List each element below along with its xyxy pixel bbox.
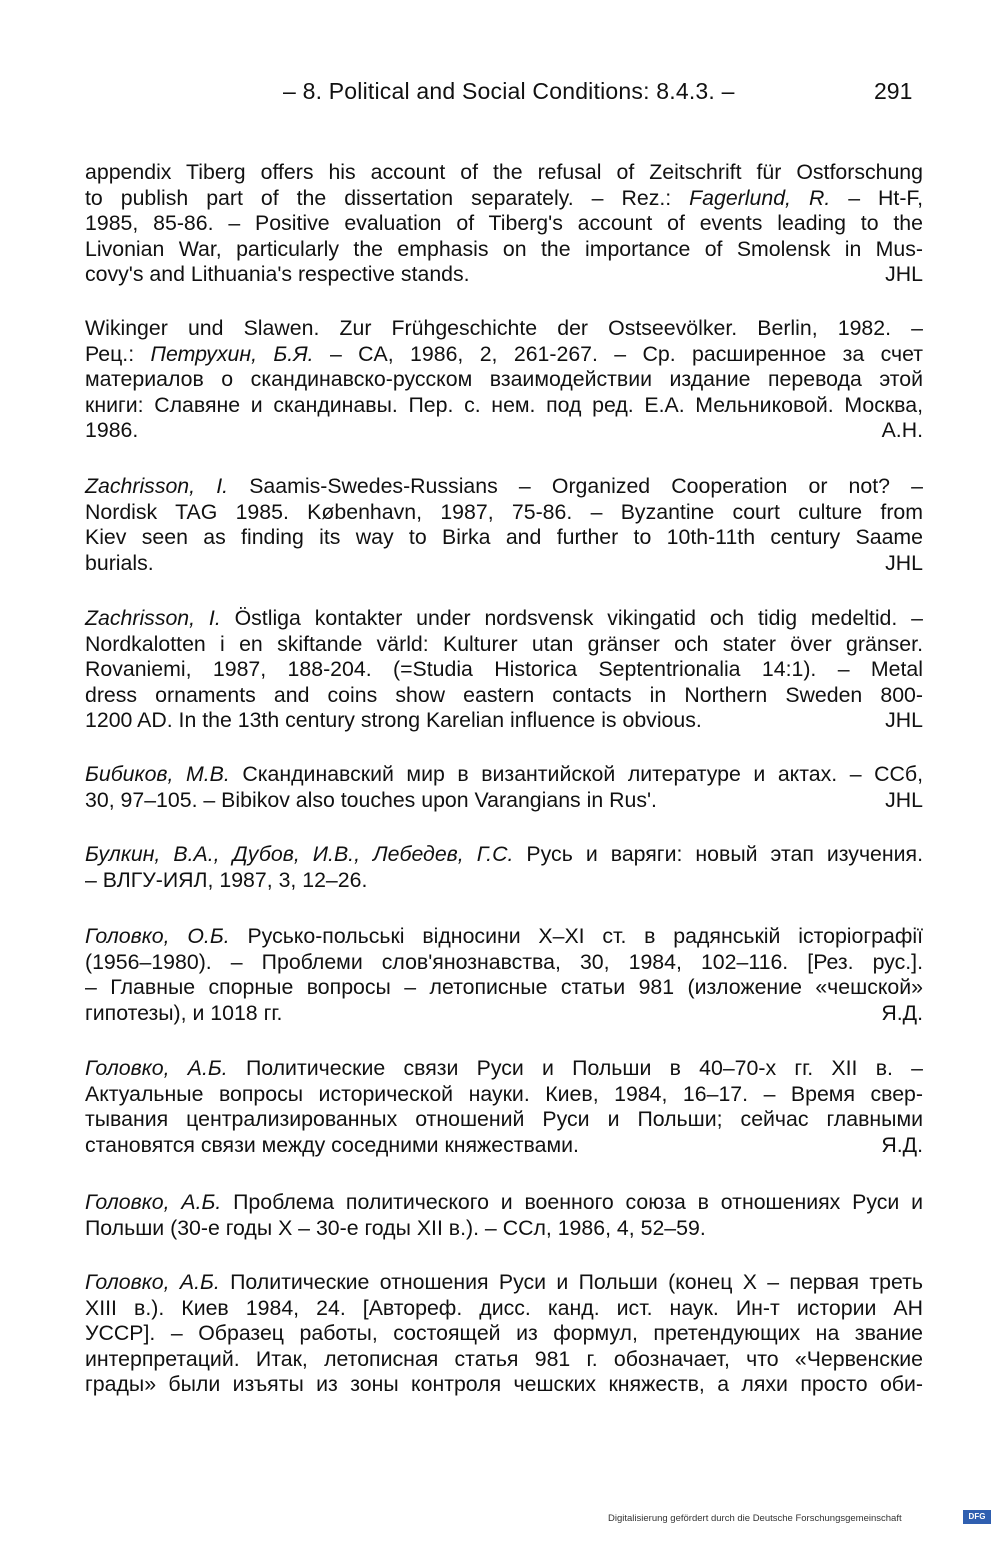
entry-line: Rovaniemi, 1987, 188-204. (=Studia Historica Septentrionalia 14:1). – Metal (85, 657, 923, 682)
entry-line: Kiev seen as finding its way to Birka and further to 10th-11th century Saame (85, 525, 923, 550)
entry-line: Актуальные вопросы исторической науки. Киев, 1984, 16–17. – Время свер- (85, 1081, 923, 1106)
entry-text: burials. (85, 550, 154, 575)
entry-text: Рец.: (85, 341, 151, 366)
entry-line: интерпретаций. Итак, летописная статья 981 г. обозначает, что «Червенские (85, 1346, 923, 1371)
reviewer-name: Петрухин, Б.Я. (150, 341, 314, 366)
entry-line: Nordkalotten i en skiftande värld: Kulturer utan gränser och stater över gränser. (85, 631, 923, 656)
bibliography-entry (85, 1056, 923, 1158)
entry-line (85, 551, 923, 577)
entry-line (85, 1001, 923, 1027)
entry-author: Головко, А.Б. (85, 1270, 220, 1294)
entry-line: XIII в.). Киев 1984, 24. [Автореф. дисс. канд. ист. наук. Ин-т истории АН (85, 1295, 923, 1320)
entry-line (85, 708, 923, 734)
entry-line: тывания централизированных отношений Руси и Польши; сейчас главными (85, 1107, 923, 1132)
entry-line (85, 1190, 923, 1216)
entry-text: Политические отношения Руси и Польши (конец X – первая треть (219, 1270, 923, 1294)
bibliography-entry (85, 316, 923, 444)
reviewer-name: Fagerlund, R. (689, 185, 831, 210)
entry-author: Головко, А.Б. (85, 1056, 228, 1080)
entry-signature: JHL (885, 262, 923, 287)
entry-line (85, 606, 923, 632)
entry-line (85, 924, 923, 950)
entry-text: Östliga kontakter under nordsvensk vikingatid och tidig medeltid. – (220, 606, 923, 630)
entry-line (85, 262, 923, 288)
bibliography-entry (85, 762, 923, 813)
bibliography-entry (85, 924, 923, 1026)
entry-text: covy's and Lithuania's respective stands. (85, 262, 470, 287)
entry-signature: JHL (885, 550, 923, 575)
entry-line (85, 474, 923, 500)
entry-text: Скандинавский мир в византийской литературе и актах. – ССб, (229, 762, 923, 786)
entry-line (85, 1056, 923, 1082)
bibliography-entry (85, 606, 923, 734)
entry-text: Проблема политического и военного союза в отношениях Руси и (221, 1190, 923, 1214)
entry-line: грады» были изъяты из зоны контроля чешских княжеств, а ляхи просто оби- (85, 1372, 923, 1397)
entry-author: Zachrisson, I. (85, 606, 221, 630)
entry-text: 1986. (85, 418, 139, 443)
entry-text: 1200 AD. In the 13th century strong Karelian influence is obvious. (85, 708, 702, 733)
entry-text: – Ht-F, (830, 185, 923, 210)
dfg-logo: DFG (963, 1510, 991, 1524)
entry-text: to publish part of the dissertation separately. – Rez.: (85, 185, 690, 210)
entry-line: appendix Tiberg offers his account of the refusal of Zeitschrift für Ostforschung (85, 160, 923, 184)
entry-line: – Главные спорные вопросы – летописные статьи 981 (изложение «чешской» (85, 975, 923, 1000)
entry-line: – ВЛГУ-ИЯЛ, 1987, 3, 12–26. (85, 867, 368, 892)
entry-line (85, 1133, 923, 1159)
entry-line (85, 762, 923, 788)
entry-author: Булкин, В.А., Дубов, И.В., Лебедев, Г.С. (85, 842, 514, 866)
page-number: 291 (874, 78, 913, 104)
entry-line: 1985, 85-86. – Positive evaluation of Tiberg's account of events leading to the (85, 211, 923, 236)
entry-line (85, 788, 923, 814)
entry-text: – CA, 1986, 2, 261-267. – Ср. расширенное за счет (313, 341, 924, 366)
entry-signature: Я.Д. (881, 1000, 923, 1025)
entry-signature: JHL (885, 708, 923, 733)
entry-text: 30, 97–105. – Bibikov also touches upon Varangians in Rus'. (85, 787, 657, 812)
entry-text: Политические связи Руси и Польши в 40–70-х гг. XII в. – (227, 1056, 924, 1080)
entry-signature: Я.Д. (881, 1132, 923, 1157)
entry-line: УССР]. – Образец работы, состоящей из формул, претендующих на звание (85, 1321, 923, 1346)
entry-text: Saamis-Swedes-Russians – Organized Cooperation or not? – (228, 474, 923, 498)
bibliography-entry (85, 474, 923, 576)
entry-text: становятся связи между соседними княжествами. (85, 1132, 579, 1157)
entry-text: Русько-польськi вiдносини X–XI ст. в радянськiй iсторiографiї (229, 924, 924, 948)
entry-line: материалов о скандинавско-русском взаимодействии издание перевода этой (85, 367, 923, 392)
bibliography-entry (85, 1190, 923, 1241)
entry-line (85, 186, 923, 212)
entry-signature: JHL (885, 787, 923, 812)
bibliography-entry (85, 842, 923, 893)
bibliography-entry (85, 160, 923, 288)
running-head: – 8. Political and Social Conditions: 8.4.3. – (283, 78, 735, 104)
entry-line: Польши (30-е годы X – 30-е годы XII в.). – ССл, 1986, 4, 52–59. (85, 1215, 706, 1240)
entry-line (85, 418, 923, 444)
entry-text: гипотезы), и 1018 гг. (85, 1000, 283, 1025)
entry-author: Бибиков, М.В. (85, 762, 230, 786)
entry-author: Головко, А.Б. (85, 1190, 222, 1214)
entry-line: Livonian War, particularly the emphasis on the importance of Smolensk in Mus- (85, 236, 923, 261)
entry-author: Головко, О.Б. (85, 924, 230, 948)
bibliography-entry (85, 1270, 923, 1398)
entry-signature: А.Н. (881, 418, 923, 443)
entry-line: Wikinger und Slawen. Zur Frühgeschichte der Ostseevölker. Berlin, 1982. – (85, 316, 923, 340)
entry-line (85, 1270, 923, 1296)
entry-line: Nordisk TAG 1985. København, 1987, 75-86. – Byzantine court culture from (85, 499, 923, 524)
entry-line: (1956–1980). – Проблеми слов'янознавства, 30, 1984, 102–116. [Рез. рус.]. (85, 949, 923, 974)
entry-line (85, 842, 923, 868)
entry-line: dress ornaments and coins show eastern contacts in Northern Sweden 800- (85, 682, 923, 707)
digitization-credit: Digitalisierung gefördert durch die Deutsche Forschungsgemeinschaft (608, 1513, 902, 1524)
entry-line: книги: Славяне и скандинавы. Пер. с. нем. под ред. Е.А. Мельниковой. Москва, (85, 392, 923, 417)
entry-text: Русь и варяги: новый этап изучения. (513, 842, 923, 866)
entry-author: Zachrisson, I. (85, 474, 229, 498)
entry-line (85, 342, 923, 368)
